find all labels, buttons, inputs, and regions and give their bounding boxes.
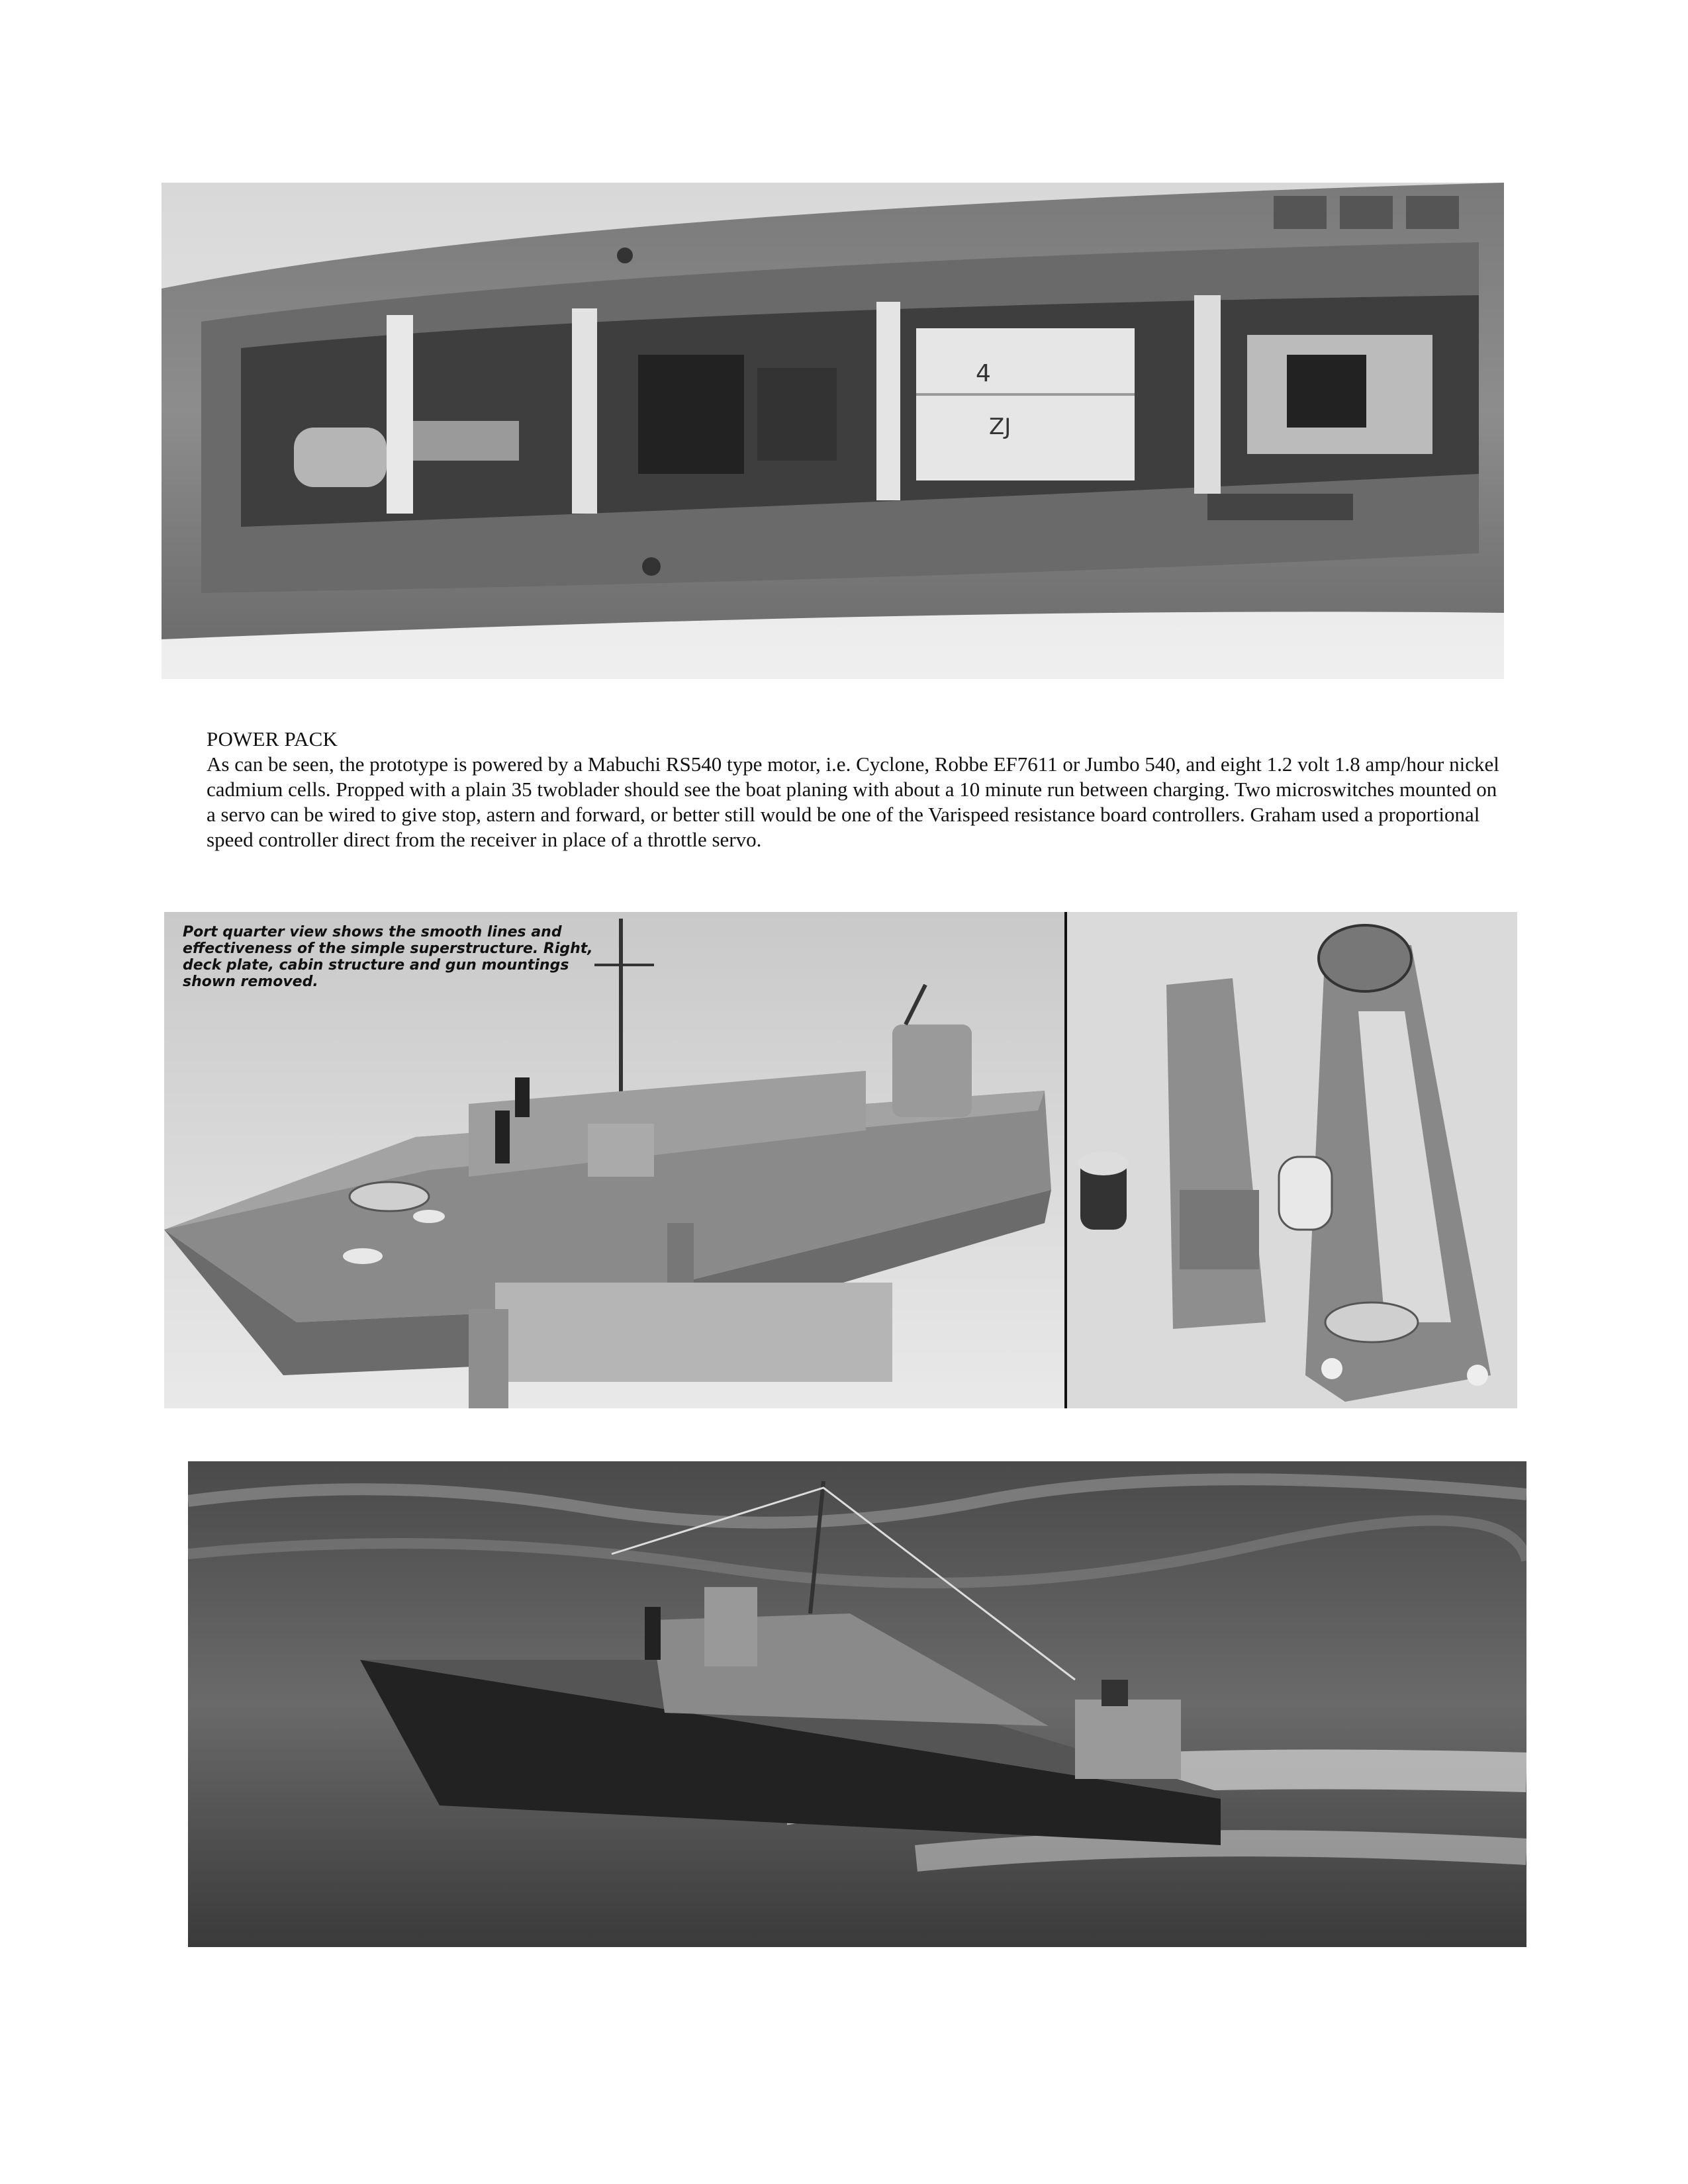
- boat-running-photo: [188, 1461, 1526, 1947]
- section-heading: POWER PACK: [207, 727, 338, 751]
- port-quarter-photo: [164, 912, 1067, 1408]
- battery-label-2: 4: [976, 360, 991, 387]
- removed-parts-photo: [1067, 912, 1517, 1408]
- hull-interior-photo: [162, 183, 1504, 679]
- power-pack-article: [207, 727, 1504, 852]
- battery-label: ZJ: [989, 414, 1011, 440]
- section-body: As can be seen, the prototype is powered by a Mabuchi RS540 type motor, i.e. Cyclone, Robbe EF7611 or Jumbo 540, and eight 1.2 volt 1.8 amp/hour nickel cadmium cells. Propped with a plain 35 twoblader should see the boat planing with about a 10 minute run between charging. Two microswitches mounted on a servo can be wired to give stop, astern and forward, or better still would be one of the Varispeed resistance board controllers. Graham used a proportional speed controller direct from the receiver in place of a throttle servo.: [207, 752, 1499, 851]
- port-quarter-caption: Port quarter view shows the smooth lines and effectiveness of the simple superstructure. Right, deck plate, cabin structure and gun mountings shown removed.: [183, 924, 593, 990]
